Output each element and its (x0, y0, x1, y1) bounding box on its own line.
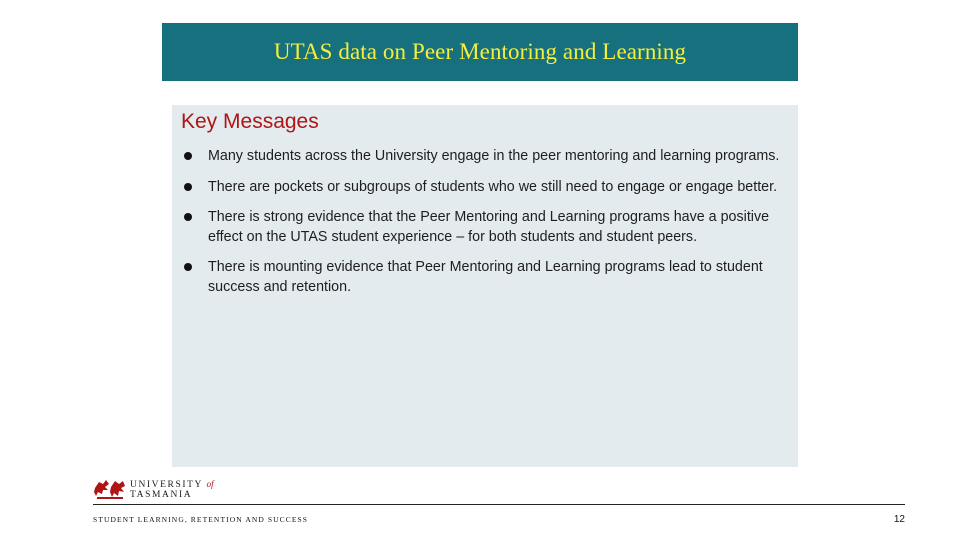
message-text: There is mounting evidence that Peer Mentoring and Learning programs lead to student success and retention. (208, 259, 763, 295)
message-text: Many students across the University engage in the peer mentoring and learning programs. (208, 148, 780, 164)
panel-heading: Key Messages (181, 110, 319, 133)
messages-list (172, 147, 798, 297)
lion-crest-icon (93, 478, 127, 500)
bullet-icon (184, 183, 192, 191)
page-number: 12 (893, 514, 905, 525)
bullet-icon (184, 213, 192, 221)
logo-line2: TASMANIA (130, 490, 193, 500)
slide-title-bar (162, 23, 798, 81)
logo-wordmark (130, 479, 214, 500)
university-logo (93, 478, 228, 500)
key-messages-panel (172, 105, 798, 467)
footer-divider (93, 504, 905, 505)
logo-line1: UNIVERSITY (130, 480, 203, 490)
message-text: There are pockets or subgroups of students who we still need to engage or engage better. (208, 178, 778, 195)
list-item (172, 258, 798, 297)
bullet-icon (184, 263, 192, 271)
logo-of: of (206, 479, 214, 489)
list-item (172, 178, 798, 198)
footer-label: STUDENT LEARNING, RETENTION AND SUCCESS (93, 515, 309, 524)
slide-title: UTAS data on Peer Mentoring and Learning (273, 39, 687, 64)
list-item (172, 147, 798, 167)
list-item (172, 208, 798, 247)
bullet-icon (184, 152, 192, 160)
message-text: There is strong evidence that the Peer Mentoring and Learning programs have a positive effect on the UTAS student experience – for both students and student peers. (208, 209, 770, 245)
